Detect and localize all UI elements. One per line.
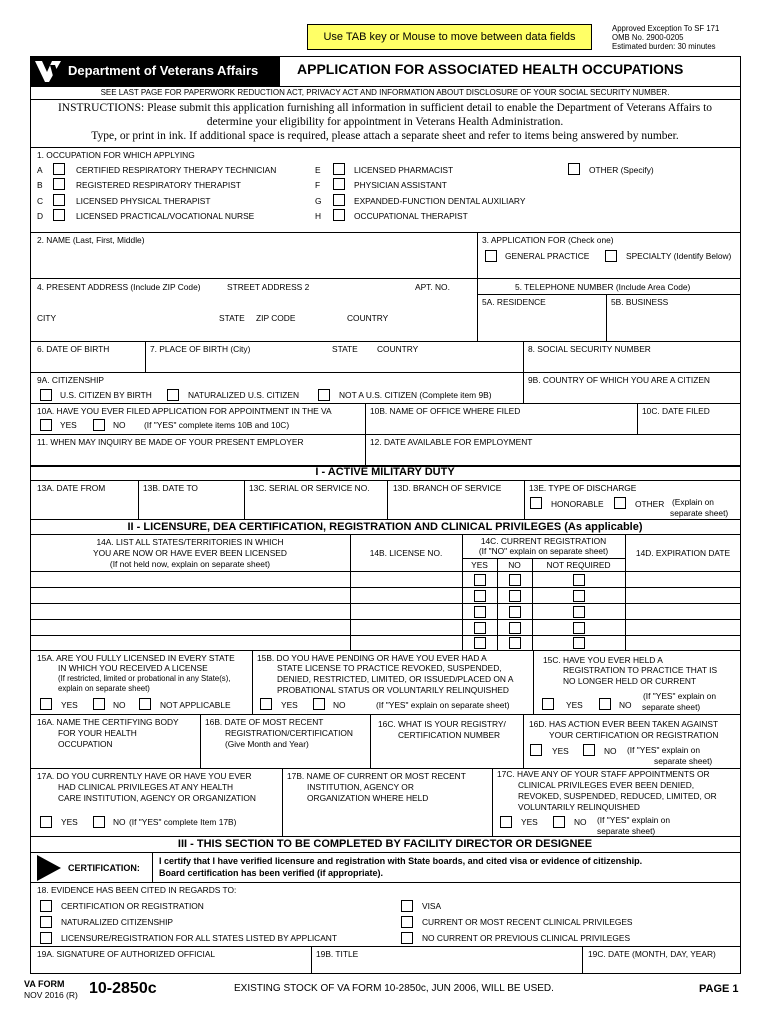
letter-f: F: [315, 180, 321, 190]
general-practice-checkbox[interactable]: [485, 250, 497, 262]
reg-yes-checkbox-3[interactable]: [474, 606, 486, 618]
q15c-2: REGISTRATION TO PRACTICE THAT IS: [563, 665, 718, 675]
q15c-yes-checkbox[interactable]: [542, 698, 554, 710]
pob-country-label: COUNTRY: [377, 344, 419, 354]
omb-text: OMB No. 2900-0205: [612, 33, 684, 42]
letter-e: E: [315, 165, 321, 175]
reg-nr-checkbox-2[interactable]: [573, 590, 585, 602]
discharge-label: 13E. TYPE OF DISCHARGE: [529, 483, 637, 493]
evidence-label: 18. EVIDENCE HAS BEEN CITED IN REGARDS TO:: [37, 885, 237, 895]
city-label: CITY: [37, 313, 57, 323]
us-citizen-birth-checkbox[interactable]: [40, 389, 52, 401]
honorable-checkbox[interactable]: [530, 497, 542, 509]
instructions-3: Type, or print in ink. If additional space is required, please attach a separate sheet and refer to items being answered by number.: [91, 130, 679, 142]
q16d-2: YOUR CERTIFICATION OR REGISTRATION: [549, 730, 719, 740]
reg-no-checkbox-5[interactable]: [509, 637, 521, 649]
q15c-no: NO: [619, 700, 632, 710]
filed-yes-label: YES: [60, 420, 77, 430]
occ-item-g: EXPANDED-FUNCTION DENTAL AUXILIARY: [354, 196, 526, 206]
occ-checkbox-a[interactable]: [53, 163, 65, 175]
certification-label: CERTIFICATION:: [68, 863, 140, 873]
reg-nr-checkbox-4[interactable]: [573, 622, 585, 634]
honorable-label: HONORABLE: [551, 499, 604, 509]
q17c-note-2: separate sheet): [597, 826, 656, 836]
approved-text: Approved Exception To SF 171: [612, 24, 720, 33]
apt-label: APT. NO.: [415, 282, 450, 292]
occ-checkbox-c[interactable]: [53, 194, 65, 206]
certification-text-1: I certify that I have verified licensure and registration with State boards, and cited visa or evidence of citizenship.: [159, 856, 643, 866]
specialty-label: SPECIALTY (Identify Below): [626, 251, 732, 261]
specialty-checkbox[interactable]: [605, 250, 617, 262]
q17a-2: HAD CLINICAL PRIVILEGES AT ANY HEALTH: [58, 782, 233, 792]
date-available-label: 12. DATE AVAILABLE FOR EMPLOYMENT: [370, 437, 533, 447]
burden-text: Estimated burden: 30 minutes: [612, 42, 716, 51]
office-label: 10B. NAME OF OFFICE WHERE FILED: [370, 406, 521, 416]
q16d-no-checkbox[interactable]: [583, 744, 595, 756]
reg-yes-checkbox-4[interactable]: [474, 622, 486, 634]
reg-yes-checkbox-5[interactable]: [474, 637, 486, 649]
occ-checkbox-g[interactable]: [333, 194, 345, 206]
form-date: NOV 2016 (R): [24, 990, 78, 1000]
states-label-1: 14A. LIST ALL STATES/TERRITORIES IN WHICH: [96, 537, 284, 547]
occupation-label: 1. OCCUPATION FOR WHICH APPLYING: [37, 150, 195, 160]
evidence-current-checkbox[interactable]: [401, 916, 413, 928]
expiration-label: 14D. EXPIRATION DATE: [635, 548, 731, 558]
q17c-no: NO: [574, 817, 587, 827]
discharge-explain-2: separate sheet): [670, 508, 729, 518]
q17a-note: (If "YES" complete Item 17B): [129, 817, 237, 827]
reg-no-checkbox-2[interactable]: [509, 590, 521, 602]
evidence-none-checkbox[interactable]: [401, 932, 413, 944]
other-discharge-label: OTHER: [635, 499, 665, 509]
date-from-label: 13A. DATE FROM: [37, 483, 106, 493]
q16b-1: 16B. DATE OF MOST RECENT: [205, 717, 324, 727]
q16a-2: FOR YOUR HEALTH: [58, 728, 137, 738]
instructions-2: determine your eligibility for appointment in Veterans Health Administration.: [206, 116, 564, 128]
q15b-note: (If "YES" explain on separate sheet): [376, 700, 510, 710]
pob-state-label: STATE: [332, 344, 358, 354]
stock-note: EXISTING STOCK OF VA FORM 10-2850c, JUN 2006, WILL BE USED.: [234, 983, 554, 994]
dept-name: Department of Veterans Affairs: [68, 63, 259, 78]
q17a-yes: YES: [61, 817, 78, 827]
q17c-1: 17C. HAVE ANY OF YOUR STAFF APPOINTMENTS OR: [497, 769, 710, 779]
filed-no-checkbox[interactable]: [93, 419, 105, 431]
q15b-yes-checkbox[interactable]: [260, 698, 272, 710]
states-label-3: (If not held now, explain on separate sheet): [109, 559, 271, 569]
occ-item-h: OCCUPATIONAL THERAPIST: [354, 211, 468, 221]
q15a-1: 15A. ARE YOU FULLY LICENSED IN EVERY STATE: [37, 653, 235, 663]
date-to-label: 13B. DATE TO: [143, 483, 198, 493]
q15b-4: PROBATIONAL STATUS OR VOLUNTARILY RELINQUISHED: [277, 685, 509, 695]
address-label: 4. PRESENT ADDRESS (Include ZIP Code): [37, 282, 201, 292]
q15c-no-checkbox[interactable]: [599, 698, 611, 710]
registration-label-1: 14C. CURRENT REGISTRATION: [480, 536, 607, 546]
q15c-note-2: separate sheet): [642, 702, 701, 712]
application-for-label: 3. APPLICATION FOR (Check one): [482, 235, 614, 245]
reg-no-checkbox-1[interactable]: [509, 574, 521, 586]
signature-label: 19A. SIGNATURE OF AUTHORIZED OFFICIAL: [37, 949, 216, 959]
letter-a: A: [37, 165, 43, 175]
reg-yes-checkbox-1[interactable]: [474, 574, 486, 586]
general-practice-label: GENERAL PRACTICE: [505, 251, 590, 261]
evidence-visa: VISA: [422, 901, 442, 911]
q16a-3: OCCUPATION: [58, 739, 113, 749]
occ-item-e: LICENSED PHARMACIST: [354, 165, 454, 175]
evidence-current: CURRENT OR MOST RECENT CLINICAL PRIVILEGES: [422, 917, 633, 927]
evidence-cert-checkbox[interactable]: [40, 900, 52, 912]
registration-label-2: (If "NO" explain on separate sheet): [478, 546, 609, 556]
inquiry-label: 11. WHEN MAY INQUIRY BE MADE OF YOUR PRESENT EMPLOYER: [37, 437, 304, 447]
q15a-2: IN WHICH YOU RECEIVED A LICENSE: [58, 663, 208, 673]
filed-no-label: NO: [113, 420, 126, 430]
q15a-na: NOT APPLICABLE: [160, 700, 231, 710]
q17c-yes-checkbox[interactable]: [500, 816, 512, 828]
serial-label: 13C. SERIAL OR SERVICE NO.: [249, 483, 370, 493]
q15b-2: STATE LICENSE TO PRACTICE REVOKED, SUSPENDED,: [277, 663, 502, 673]
reg-nr-checkbox-1[interactable]: [573, 574, 585, 586]
evidence-none: NO CURRENT OR PREVIOUS CLINICAL PRIVILEGES: [422, 933, 631, 943]
letter-g: G: [315, 196, 322, 206]
filed-note: (If "YES" complete items 10B and 10C): [144, 420, 290, 430]
occ-item-b: REGISTERED RESPIRATORY THERAPIST: [76, 180, 241, 190]
q16c-1: 16C. WHAT IS YOUR REGISTRY/: [378, 719, 506, 729]
q16d-1: 16D. HAS ACTION EVER BEEN TAKEN AGAINST: [529, 719, 719, 729]
reg-nr-checkbox-5[interactable]: [573, 637, 585, 649]
occ-item-d: LICENSED PRACTICAL/VOCATIONAL NURSE: [76, 211, 255, 221]
q15c-3: NO LONGER HELD OR CURRENT: [563, 676, 697, 686]
not-citizen-checkbox[interactable]: [318, 389, 330, 401]
evidence-natural: NATURALIZED CITIZENSHIP: [61, 917, 173, 927]
q16a-1: 16A. NAME THE CERTIFYING BODY: [37, 717, 179, 727]
page-number: PAGE 1: [699, 983, 739, 995]
q17c-note-1: (If "YES" explain on: [597, 815, 670, 825]
q16d-yes: YES: [552, 746, 569, 756]
letter-b: B: [37, 180, 43, 190]
reg-nr-checkbox-3[interactable]: [573, 606, 585, 618]
naturalized-label: NATURALIZED U.S. CITIZEN: [188, 390, 300, 400]
occ-item-other: OTHER (Specify): [589, 165, 654, 175]
naturalized-checkbox[interactable]: [167, 389, 179, 401]
name-label: 2. NAME (Last, First, Middle): [37, 235, 145, 245]
branch-label: 13D. BRANCH OF SERVICE: [393, 483, 502, 493]
citizenship-label: 9A. CITIZENSHIP: [37, 375, 105, 385]
letter-h: H: [315, 211, 322, 221]
telephone-label: 5. TELEPHONE NUMBER (Include Area Code): [515, 282, 691, 292]
q15a-na-checkbox[interactable]: [139, 698, 151, 710]
reg-no-header: NO: [508, 560, 521, 570]
evidence-cert: CERTIFICATION OR REGISTRATION: [61, 901, 204, 911]
q15a-yes-checkbox[interactable]: [40, 698, 52, 710]
other-discharge-checkbox[interactable]: [614, 497, 626, 509]
reg-no-checkbox-4[interactable]: [509, 622, 521, 634]
form-title: APPLICATION FOR ASSOCIATED HEALTH OCCUPATIONS: [297, 61, 684, 77]
filed-yes-checkbox[interactable]: [40, 419, 52, 431]
arrow-right-icon: [37, 855, 61, 881]
q15b-no: NO: [333, 700, 346, 710]
q16d-yes-checkbox[interactable]: [530, 744, 542, 756]
dob-label: 6. DATE OF BIRTH: [37, 344, 110, 354]
street2-label: STREET ADDRESS 2: [227, 282, 310, 292]
section-1-title: I - ACTIVE MILITARY DUTY: [315, 466, 455, 478]
state-label: STATE: [219, 313, 245, 323]
section-3-title: III - THIS SECTION TO BE COMPLETED BY FACILITY DIRECTOR OR DESIGNEE: [177, 838, 593, 850]
states-label-2: YOU ARE NOW OR HAVE EVER BEEN LICENSED: [93, 548, 287, 558]
title-label: 19B. TITLE: [316, 949, 359, 959]
reg-nr-header: NOT REQUIRED: [546, 560, 611, 570]
q17b-3: ORGANIZATION WHERE HELD: [307, 793, 429, 803]
q17a-yes-checkbox[interactable]: [40, 816, 52, 828]
q15b-3: DENIED, RESTRICTED, LIMITED, OR ISSUED/PLACED ON A: [277, 674, 514, 684]
q15a-no-checkbox[interactable]: [93, 698, 105, 710]
q15b-yes: YES: [281, 700, 298, 710]
occ-item-a: CERTIFIED RESPIRATORY THERAPY TECHNICIAN: [76, 165, 277, 175]
pob-label: 7. PLACE OF BIRTH (City): [150, 344, 251, 354]
q16d-note-1: (If "YES" explain on: [627, 745, 700, 755]
country-citizen-label: 9B. COUNTRY OF WHICH YOU ARE A CITIZEN: [528, 375, 710, 385]
evidence-licensure-checkbox[interactable]: [40, 932, 52, 944]
q16d-no: NO: [604, 746, 617, 756]
q16d-note-2: separate sheet): [654, 756, 713, 766]
q17c-yes: YES: [521, 817, 538, 827]
q15a-3: (If restricted, limited or probational in any State(s),: [58, 674, 231, 683]
discharge-explain-1: (Explain on: [672, 497, 714, 507]
q15b-1: 15B. DO YOU HAVE PENDING OR HAVE YOU EVER HAD A: [257, 653, 487, 663]
ssn-label: 8. SOCIAL SECURITY NUMBER: [528, 344, 651, 354]
q15a-no: NO: [113, 700, 126, 710]
q15b-no-checkbox[interactable]: [313, 698, 325, 710]
occ-checkbox-h[interactable]: [333, 209, 345, 221]
license-no-label: 14B. LICENSE NO.: [369, 548, 443, 558]
us-citizen-birth-label: U.S. CITIZEN BY BIRTH: [60, 390, 152, 400]
q15a-4: explain on separate sheet): [58, 684, 150, 693]
q17c-4: VOLUNTARILY RELINQUISHED: [518, 802, 640, 812]
evidence-visa-checkbox[interactable]: [401, 900, 413, 912]
see-last-text: SEE LAST PAGE FOR PAPERWORK REDUCTION ACT, PRIVACY ACT AND INFORMATION ABOUT DISCLOSURE OF YOUR SOCIAL SECURITY NUMBER.: [100, 88, 670, 97]
q17a-no-checkbox[interactable]: [93, 816, 105, 828]
q17a-3: CARE INSTITUTION, AGENCY OR ORGANIZATION: [58, 793, 256, 803]
q15c-1: 15C. HAVE YOU EVER HELD A: [543, 655, 663, 665]
q16b-3: (Give Month and Year): [225, 739, 309, 749]
q17a-1: 17A. DO YOU CURRENTLY HAVE OR HAVE YOU EVER: [37, 771, 252, 781]
date-filed-label: 10C. DATE FILED: [642, 406, 710, 416]
evidence-licensure: LICENSURE/REGISTRATION FOR ALL STATES LISTED BY APPLICANT: [61, 933, 337, 943]
occ-checkbox-e[interactable]: [333, 163, 345, 175]
q17a-no: NO: [113, 817, 126, 827]
form-number: 10-2850c: [89, 980, 157, 997]
q17b-2: INSTITUTION, AGENCY OR: [307, 782, 414, 792]
occ-checkbox-other[interactable]: [568, 163, 580, 175]
q15c-yes: YES: [566, 700, 583, 710]
filed-app-label: 10A. HAVE YOU EVER FILED APPLICATION FOR APPOINTMENT IN THE VA: [37, 406, 332, 416]
q17b-1: 17B. NAME OF CURRENT OR MOST RECENT: [287, 771, 466, 781]
q16b-2: REGISTRATION/CERTIFICATION: [225, 728, 353, 738]
occ-checkbox-f[interactable]: [333, 178, 345, 190]
certification-text-2: Board certification has been verified (if appropriate).: [159, 868, 384, 878]
tab-note: Use TAB key or Mouse to move between data fields: [307, 24, 592, 50]
country-label: COUNTRY: [347, 313, 389, 323]
business-label: 5B. BUSINESS: [611, 297, 669, 307]
reg-no-checkbox-3[interactable]: [509, 606, 521, 618]
zip-label: ZIP CODE: [256, 313, 296, 323]
occ-checkbox-b[interactable]: [53, 178, 65, 190]
q15a-yes: YES: [61, 700, 78, 710]
q16c-2: CERTIFICATION NUMBER: [398, 730, 501, 740]
occ-item-c: LICENSED PHYSICAL THERAPIST: [76, 196, 211, 206]
occ-item-f: PHYSICIAN ASSISTANT: [354, 180, 447, 190]
letter-c: C: [37, 196, 44, 206]
section-2-title: II - LICENSURE, DEA CERTIFICATION, REGISTRATION AND CLINICAL PRIVILEGES (As applicable): [127, 521, 643, 533]
date-label: 19C. DATE (MONTH, DAY, YEAR): [588, 949, 716, 959]
residence-label: 5A. RESIDENCE: [482, 297, 546, 307]
occ-checkbox-d[interactable]: [53, 209, 65, 221]
reg-yes-checkbox-2[interactable]: [474, 590, 486, 602]
evidence-natural-checkbox[interactable]: [40, 916, 52, 928]
q15c-note-1: (If "YES" explain on: [643, 691, 716, 701]
reg-yes-header: YES: [471, 560, 488, 570]
not-citizen-label: NOT A U.S. CITIZEN (Complete item 9B): [339, 390, 492, 400]
instructions-1: INSTRUCTIONS: Please submit this application furnishing all information in sufficient detail to enable the Department of Veterans Affairs to: [57, 102, 713, 114]
q17c-2: CLINICAL PRIVILEGES EVER BEEN DENIED,: [518, 780, 695, 790]
q17c-3: REVOKED, SUSPENDED, REDUCED, LIMITED, OR: [518, 791, 717, 801]
va-form-label: VA FORM: [24, 979, 65, 989]
letter-d: D: [37, 211, 44, 221]
q17c-no-checkbox[interactable]: [553, 816, 565, 828]
